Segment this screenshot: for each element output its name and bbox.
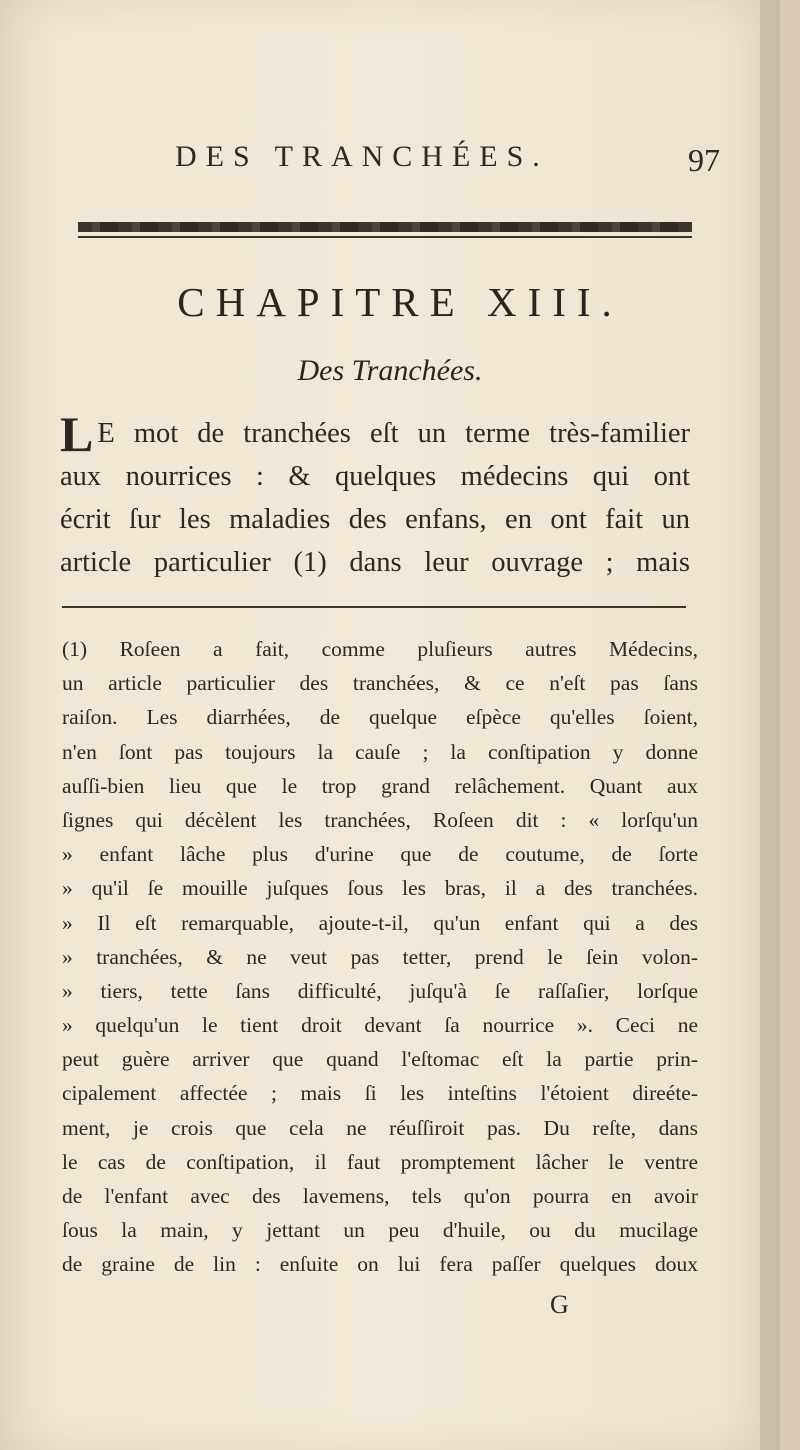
footnote-line: » tiers, tette ſans difficulté, juſqu'à ſe raſſaſier, lorſque	[62, 978, 698, 1003]
chapter-subtitle: Des Tranchées.	[297, 354, 483, 387]
footnote-line: le cas de conſtipation, il faut promptement lâcher le ventre	[62, 1149, 698, 1174]
footnote-divider	[62, 606, 686, 608]
footnote	[62, 632, 698, 1282]
signature-mark: G	[550, 1290, 569, 1319]
main-line-text: E mot de tranchées eſt un terme très-familier	[97, 418, 690, 449]
footnote-line: » Il eſt remarquable, ajoute-t-il, qu'un enfant qui a des	[62, 910, 698, 935]
page-number: 97	[688, 142, 720, 178]
header-rule-thin	[78, 236, 692, 238]
footnote-line: ſignes qui décèlent les tranchées, Roſeen dit : « lorſqu'un	[62, 807, 698, 832]
footnote-line: » tranchées, & ne veut pas tetter, prend le ſein volon-	[62, 944, 698, 969]
chapter-title: CHAPITRE XIII.	[177, 279, 623, 325]
footnote-line: n'en ſont pas toujours la cauſe ; la conſtipation y donne	[62, 739, 698, 764]
drop-cap: L	[60, 406, 94, 462]
header-rule	[78, 222, 692, 240]
header-rule-thick	[78, 222, 692, 232]
footnote-line: » quelqu'un le tient droit devant ſa nourrice ». Ceci ne	[62, 1013, 698, 1038]
main-line	[60, 406, 690, 462]
main-line: article particulier (1) dans leur ouvrage ; mais	[60, 547, 690, 578]
footnote-line: » enfant lâche plus d'urine que de coutume, de ſorte	[62, 842, 698, 867]
footnote-line: un article particulier des tranchées, & ce n'eſt pas ſans	[62, 671, 698, 696]
footnote-line: auſſi-bien lieu que le trop grand relâchement. Quant aux	[62, 773, 698, 798]
main-text	[60, 406, 690, 584]
footnote-line: raiſon. Les diarrhées, de quelque eſpèce qu'elles ſoient,	[62, 705, 698, 730]
footnote-line: » qu'il ſe mouille juſques ſous les bras, il a des tranchées.	[62, 876, 698, 901]
main-line: écrit ſur les maladies des enfans, en ont fait un	[60, 504, 690, 535]
footnote-line: cipalement affectée ; mais ſi les inteſtins l'étoient direéte-	[62, 1081, 698, 1106]
running-title: DES TRANCHÉES.	[175, 140, 549, 173]
footnote-line: ment, je crois que cela ne réuſſiroit pas. Du reſte, dans	[62, 1115, 698, 1140]
footnote-line: de l'enfant avec des lavemens, tels qu'on pourra en avoir	[62, 1184, 698, 1208]
footnote-line: de graine de lin : enſuite on lui fera paſſer quelques doux	[62, 1252, 698, 1277]
footnote-line: peut guère arriver que quand l'eſtomac eſt la partie prin-	[62, 1047, 698, 1072]
main-line: aux nourrices : & quelques médecins qui ont	[60, 461, 690, 492]
page-edge	[760, 0, 780, 1450]
footnote-line: (1) Roſeen a fait, comme pluſieurs autres Médecins,	[62, 637, 698, 661]
footnote-line: ſous la main, y jettant un peu d'huile, ou du mucilage	[62, 1218, 698, 1243]
running-head	[60, 140, 720, 190]
